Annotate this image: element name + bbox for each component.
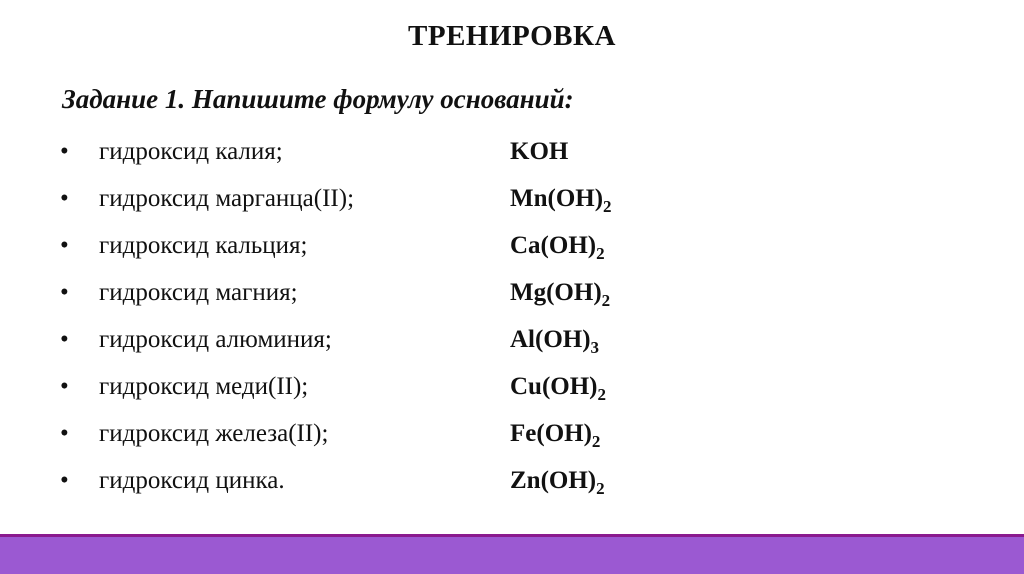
list-item — [0, 138, 1024, 185]
compound-name: гидроксид меди(II); — [99, 373, 309, 400]
formula-subscript: 2 — [591, 432, 601, 451]
list-item — [0, 373, 1024, 420]
list-item — [0, 420, 1024, 467]
bullet-icon: • — [60, 420, 69, 447]
compound-formula — [510, 279, 611, 310]
task-heading: Задание 1. Напишите формулу оснований: — [62, 84, 574, 114]
bullet-icon: • — [60, 326, 69, 353]
compound-formula — [510, 373, 606, 404]
bullet-icon: • — [60, 279, 69, 306]
bullet-icon: • — [60, 232, 69, 259]
formula-subscript: 2 — [597, 385, 606, 404]
formula-base: Fe(OH) — [510, 420, 592, 447]
formula-base: Cu(OH) — [510, 373, 598, 400]
bullet-icon: • — [60, 467, 69, 494]
bases-list — [0, 138, 1024, 514]
compound-formula — [510, 138, 568, 166]
compound-formula — [510, 467, 605, 498]
formula-base: Ca(OH) — [510, 232, 597, 259]
footer-bar — [0, 537, 1024, 574]
formula-base: Mg(OH) — [510, 279, 602, 306]
compound-formula — [510, 420, 601, 451]
formula-subscript: 2 — [601, 291, 611, 310]
slide-title: ТРЕНИРОВКА — [408, 20, 616, 52]
compound-name: гидроксид калия; — [99, 138, 283, 165]
compound-name: гидроксид магния; — [99, 279, 298, 306]
list-item — [0, 467, 1024, 514]
formula-base: Zn(OH) — [510, 467, 597, 494]
bullet-icon: • — [60, 185, 69, 212]
compound-name: гидроксид цинка. — [99, 467, 285, 494]
compound-name: гидроксид железа(II); — [99, 420, 329, 447]
list-item — [0, 326, 1024, 373]
bullet-icon: • — [60, 138, 69, 165]
formula-base: KOH — [510, 138, 569, 165]
compound-formula — [510, 326, 600, 357]
list-item — [0, 232, 1024, 279]
compound-name: гидроксид алюминия; — [99, 326, 332, 353]
compound-formula — [510, 185, 612, 216]
compound-name: гидроксид марганца(II); — [99, 185, 355, 212]
formula-subscript: 2 — [596, 479, 605, 498]
formula-base: Mn(OH) — [510, 185, 604, 212]
list-item — [0, 185, 1024, 232]
formula-subscript: 3 — [590, 338, 600, 357]
compound-name: гидроксид кальция; — [99, 232, 308, 259]
compound-formula — [510, 232, 605, 263]
formula-base: Al(OH) — [510, 326, 591, 353]
bullet-icon: • — [60, 373, 69, 400]
list-item — [0, 279, 1024, 326]
formula-subscript: 2 — [596, 244, 605, 263]
formula-subscript: 2 — [603, 197, 612, 216]
